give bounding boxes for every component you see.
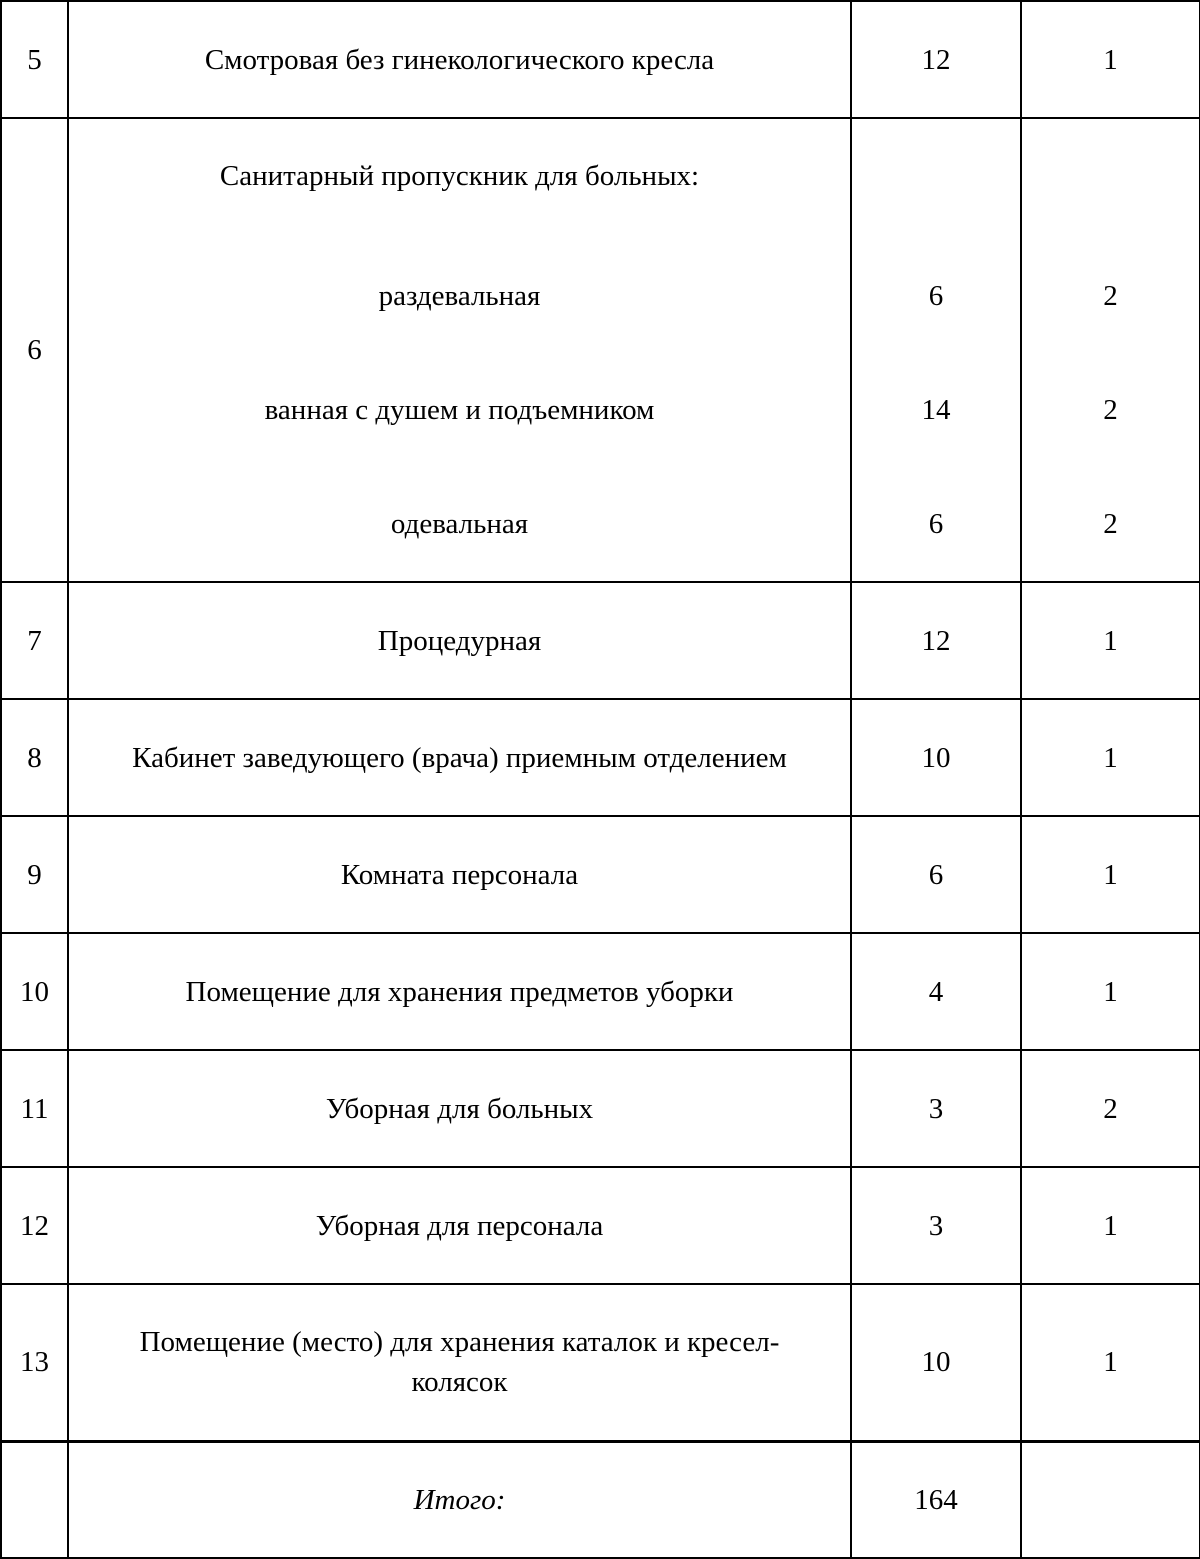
- room-count: 1: [1021, 816, 1200, 933]
- total-area: 164: [851, 1441, 1021, 1558]
- table-row: [1, 1284, 1200, 1441]
- room-name: Кабинет заведующего (врача) приемным отделением: [68, 699, 851, 816]
- row-number: 8: [1, 699, 68, 816]
- row-number: 5: [1, 1, 68, 118]
- room-area: 12: [851, 582, 1021, 699]
- room-name: Смотровая без гинекологического кресла: [68, 1, 851, 118]
- table-row: [1, 118, 1200, 582]
- room-name-group: [68, 118, 851, 582]
- room-name-line: колясок: [411, 1366, 508, 1399]
- room-area: 3: [851, 1167, 1021, 1284]
- room-name-line: Помещение (место) для хранения каталок и кресел-: [139, 1326, 780, 1359]
- empty-cell: [852, 119, 1020, 239]
- row-number: 6: [1, 118, 68, 582]
- table-row: [1, 1, 1200, 118]
- room-subname: раздевальная: [378, 280, 541, 312]
- room-count: 1: [1021, 933, 1200, 1050]
- room-subname: одевальная: [390, 508, 529, 540]
- room-subname: ванная с душем и подъемником: [264, 394, 655, 426]
- row-number: 9: [1, 816, 68, 933]
- table-row: [1, 1050, 1200, 1167]
- table-row: [1, 699, 1200, 816]
- room-count: 1: [1021, 1, 1200, 118]
- room-count-group: [1021, 118, 1200, 582]
- room-count: 2: [1103, 280, 1118, 312]
- table-row: [1, 1167, 1200, 1284]
- row-number: 12: [1, 1167, 68, 1284]
- row-number: 7: [1, 582, 68, 699]
- room-count: 2: [1103, 508, 1118, 540]
- row-number: 11: [1, 1050, 68, 1167]
- room-area: 10: [851, 1284, 1021, 1441]
- room-count: 2: [1021, 1050, 1200, 1167]
- room-name: Уборная для персонала: [68, 1167, 851, 1284]
- room-name: [68, 1284, 851, 1441]
- room-area: 10: [851, 699, 1021, 816]
- table-row: [1, 933, 1200, 1050]
- room-area: 3: [851, 1050, 1021, 1167]
- room-name: Процедурная: [68, 582, 851, 699]
- room-name: Санитарный пропускник для больных:: [219, 160, 700, 192]
- room-area: 6: [928, 508, 944, 540]
- room-count: 1: [1021, 1167, 1200, 1284]
- room-count: 1: [1021, 699, 1200, 816]
- empty-cell: [1021, 1441, 1200, 1558]
- room-name: Уборная для больных: [68, 1050, 851, 1167]
- room-area: 14: [921, 394, 951, 426]
- table-row: [1, 816, 1200, 933]
- room-count: 2: [1103, 394, 1118, 426]
- room-area: 12: [851, 1, 1021, 118]
- row-number: 10: [1, 933, 68, 1050]
- total-row: [1, 1441, 1200, 1558]
- table-row: [1, 582, 1200, 699]
- room-area: 4: [851, 933, 1021, 1050]
- total-label: Итого:: [68, 1441, 851, 1558]
- row-number: 13: [1, 1284, 68, 1441]
- room-name: Помещение для хранения предметов уборки: [68, 933, 851, 1050]
- room-name: Комната персонала: [68, 816, 851, 933]
- room-area: 6: [851, 816, 1021, 933]
- empty-cell: [1022, 119, 1199, 239]
- room-count: 1: [1021, 1284, 1200, 1441]
- room-area-group: [851, 118, 1021, 582]
- empty-cell: [1, 1441, 68, 1558]
- room-count: 1: [1021, 582, 1200, 699]
- room-area: 6: [928, 280, 944, 312]
